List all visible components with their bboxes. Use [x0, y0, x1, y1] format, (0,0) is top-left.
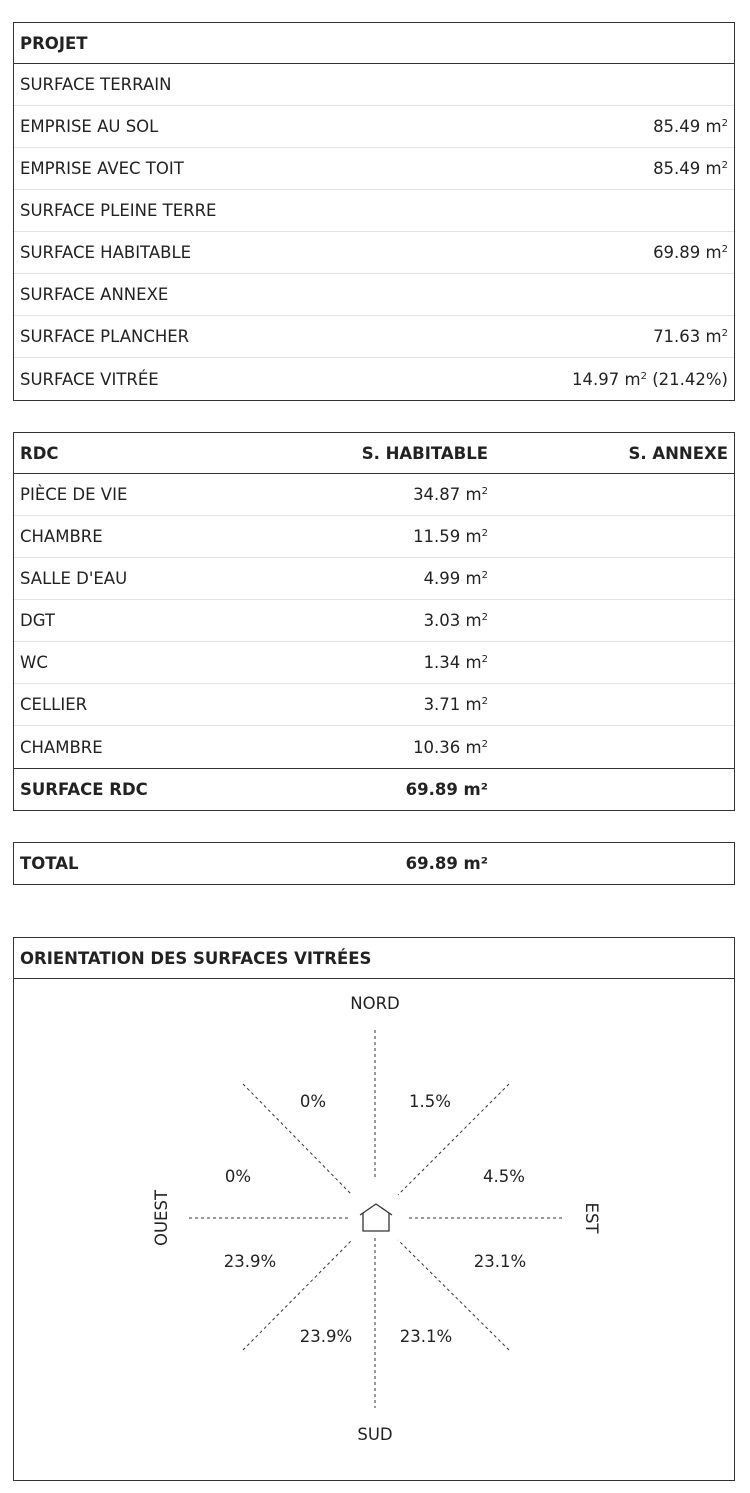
projet-row-label: EMPRISE AVEC TOIT: [20, 159, 184, 178]
projet-row-label: SURFACE TERRAIN: [20, 75, 172, 94]
projet-table: [13, 22, 735, 401]
rdc-row-label: PIÈCE DE VIE: [20, 485, 128, 504]
rdc-header: [14, 433, 734, 474]
projet-row-label: SURFACE HABITABLE: [20, 243, 192, 262]
rdc-row-label: WC: [20, 653, 48, 672]
projet-row: [14, 316, 734, 358]
projet-row-label: SURFACE PLANCHER: [20, 327, 190, 346]
projet-row: [14, 232, 734, 274]
pct-west-south-west: 23.9%: [223, 1252, 277, 1271]
projet-row-label: SURFACE ANNEXE: [20, 285, 169, 304]
axis-north-west: [243, 1084, 352, 1195]
pct-west-north-west: 0%: [224, 1167, 252, 1186]
rdc-row: [14, 600, 734, 642]
rdc-row: [14, 684, 734, 726]
label-west: OUEST: [152, 1189, 171, 1247]
rdc-summary-value: 69.89 m²: [405, 780, 488, 799]
rdc-row: [14, 726, 734, 768]
projet-row: [14, 106, 734, 148]
projet-row-value: 85.49 $m^2$: [653, 117, 728, 136]
rdc-row-habitable: 34.87 $m^2$: [413, 485, 488, 504]
label-south: SUD: [357, 1425, 393, 1444]
total-value: 69.89 m²: [405, 854, 488, 873]
rdc-row-label: CHAMBRE: [20, 737, 103, 757]
pct-south-south-west: 23.9%: [299, 1327, 353, 1346]
projet-row-value: 14.97 $m^2$ (21.42%): [572, 369, 728, 389]
rdc-summary-row: [14, 768, 734, 810]
rdc-row-habitable: 10.36 $m^2$: [413, 737, 488, 757]
rdc-summary-label: SURFACE RDC: [20, 780, 148, 799]
projet-row: [14, 190, 734, 232]
projet-row-value: 71.63 $m^2$: [653, 327, 728, 346]
rdc-row-habitable: 3.71 $m^2$: [423, 695, 488, 714]
rdc-row: [14, 474, 734, 516]
total-label: TOTAL: [20, 854, 79, 873]
label-north: NORD: [350, 994, 400, 1013]
projet-row: [14, 148, 734, 190]
pct-north-north-west: 0%: [299, 1092, 327, 1111]
pct-east-south-east: 23.1%: [473, 1252, 527, 1271]
house-icon: [360, 1204, 392, 1231]
rdc-title: RDC: [20, 443, 59, 463]
rdc-row-label: CELLIER: [20, 695, 88, 714]
rdc-table: [13, 432, 735, 811]
orientation-compass: [14, 980, 733, 1480]
total-table: [13, 842, 735, 885]
rdc-row: [14, 642, 734, 684]
rdc-row-label: SALLE D'EAU: [20, 569, 128, 588]
projet-row: [14, 64, 734, 106]
rdc-row-label: CHAMBRE: [20, 527, 103, 546]
projet-row: [14, 358, 734, 400]
orientation-panel: [13, 937, 735, 1481]
rdc-row-habitable: 1.34 $m^2$: [423, 653, 488, 672]
label-east: EST: [582, 1202, 601, 1234]
rdc-row-label: DGT: [20, 611, 55, 630]
orientation-header: [14, 938, 734, 979]
projet-row-value: 85.49 $m^2$: [653, 159, 728, 178]
pct-south-south-east: 23.1%: [399, 1327, 453, 1346]
pct-east-north-east: 4.5%: [483, 1167, 525, 1186]
rdc-row-habitable: 3.03 $m^2$: [423, 611, 488, 630]
col-habitable-header: S. HABITABLE: [361, 443, 488, 463]
orientation-title: ORIENTATION DES SURFACES VITRÉES: [20, 948, 372, 968]
projet-header: [14, 23, 734, 64]
projet-row: [14, 274, 734, 316]
projet-row-label: EMPRISE AU SOL: [20, 117, 159, 136]
total-row: [14, 843, 734, 884]
pct-north-north-east: 1.5%: [409, 1092, 451, 1111]
projet-row-label: SURFACE VITRÉE: [20, 369, 159, 389]
rdc-row-habitable: 11.59 $m^2$: [413, 527, 488, 546]
projet-row-value: 69.89 $m^2$: [653, 243, 728, 262]
projet-row-label: SURFACE PLEINE TERRE: [20, 201, 217, 220]
col-annexe-header: S. ANNEXE: [628, 443, 728, 463]
rdc-row-habitable: 4.99 $m^2$: [423, 569, 488, 588]
rdc-row: [14, 558, 734, 600]
projet-title: PROJET: [20, 33, 88, 53]
rdc-row: [14, 516, 734, 558]
